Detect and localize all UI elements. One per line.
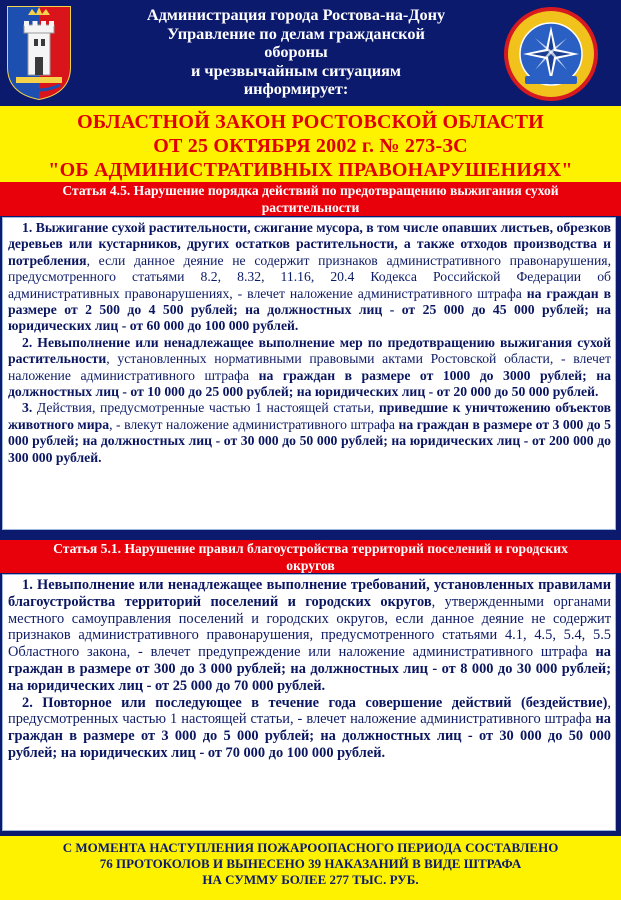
rostov-coat-of-arms-icon bbox=[6, 5, 72, 101]
part-3-text-1: Действия, предусмотренные частью 1 настоящей статьи, bbox=[32, 400, 379, 416]
part-3-fines: на граждан в размере от 3 000 до 5 000 рублей; на должностных лиц - от 30 000 до 50 000 рублей; на юридических лиц - от 200 000 до 300 000 рублей. bbox=[8, 416, 611, 465]
part-2-fines: на граждан в размере от 1000 до 3000 рублей; на должностных лиц - от 10 000 до 25 000 рублей; на юридических лиц - от 20 000 до 50 000 рублей. bbox=[8, 367, 611, 400]
article-5-1-title bbox=[0, 540, 621, 573]
article-4-5-title-line-1: Статья 4.5. Нарушение порядка действий по предотвращению выжигания сухой bbox=[62, 183, 559, 198]
header-line-4: и чрезвычайным ситуациям bbox=[190, 60, 402, 80]
part-2-text: , предусмотренных частью 1 настоящей статьи, - влечет наложение административного штрафа bbox=[8, 694, 611, 728]
part-1-fines: на граждан в размере от 300 до 3 000 рублей; на должностных лиц - от 8 000 до 30 000 рублей; на юридических лиц - от 25 000 до 70 000 рублей. bbox=[8, 644, 611, 694]
part-2-text: , установленных нормативными правовыми актами Ростовской области, - влечет наложение административного штрафа bbox=[8, 351, 611, 383]
statistics-banner bbox=[0, 836, 621, 900]
article-5-1-body bbox=[2, 574, 616, 831]
article-5-1-part-2 bbox=[8, 695, 611, 762]
article-4-5-part-3 bbox=[8, 400, 611, 466]
article-4-5-title-line-2: растительности bbox=[261, 199, 360, 215]
law-title-line-2: ОТ 25 ОКТЯБРЯ 2002 г. № 273-ЗС bbox=[153, 135, 468, 157]
part-3-lead: приведшие к уничтожению объектов животного мира bbox=[8, 400, 611, 432]
part-1-fines: на граждан в размере от 2 500 до 4 500 рублей; на должностных лиц - от 25 000 до 45 000 рублей; на юридических лиц - от 60 000 до 100 000 рублей. bbox=[8, 285, 611, 334]
header-title bbox=[110, 6, 482, 99]
article-5-1-part-1 bbox=[8, 577, 611, 695]
header-line-1: Администрация города Ростова-на-Дону bbox=[146, 5, 446, 24]
header bbox=[0, 0, 621, 106]
part-3-text-2: , - влекут наложение административного штрафа bbox=[109, 416, 399, 432]
part-1-lead: 1. Выжигание сухой растительности, сжигание мусора, в том числе опавших листьев, обрезков деревьев или кустарников, других остатков растительности, а также отходов производства и потребления bbox=[8, 220, 611, 268]
article-4-5-part-1 bbox=[8, 220, 611, 335]
article-5-1-title-line-2: округов bbox=[286, 557, 335, 573]
banner-line-1: С МОМЕНТА НАСТУПЛЕНИЯ ПОЖАРООПАСНОГО ПЕРИОДА СОСТАВЛЕНО bbox=[62, 840, 559, 855]
part-2-fines: на граждан в размере от 3 000 до 5 000 рублей; на должностных лиц - от 30 000 до 50 000 рублей; на юридических лиц - от 70 000 до 100 000 рублей. bbox=[8, 711, 611, 761]
part-1-text: , утвержденными органами местного самоуправления поселений и городских округов, если данное деяние не содержит признаков административного правонарушения, предусмотренного статьями 4.1, 4.5, 5.4, 5.5 Областного закона, - влечет предупреждение или наложение административного штрафа bbox=[8, 593, 611, 661]
article-4-5-part-2 bbox=[8, 335, 611, 401]
banner-line-2: 76 ПРОТОКОЛОВ И ВЫНЕСЕНО 39 НАКАЗАНИЙ В ВИДЕ ШТРАФА bbox=[99, 856, 522, 871]
part-2-lead: 2. Повторное или последующее в течение года совершение действий (бездействие) bbox=[22, 694, 608, 711]
part-2-lead: 2. Невыполнение или ненадлежащее выполнение мер по предотвращению выжигания сухой растительности bbox=[8, 334, 611, 367]
article-5-1-title-line-1: Статья 5.1. Нарушение правил благоустройства территорий поселений и городских bbox=[53, 541, 568, 556]
article-4-5-body bbox=[2, 217, 616, 530]
law-title-line-1: ОБЛАСТНОЙ ЗАКОН РОСТОВСКОЙ ОБЛАСТИ bbox=[77, 111, 544, 133]
emergency-service-emblem-icon bbox=[489, 4, 613, 104]
article-4-5-title bbox=[0, 182, 621, 216]
header-line-5: информирует: bbox=[243, 79, 349, 99]
header-line-3: обороны bbox=[264, 42, 328, 62]
banner-line-3: НА СУММУ БОЛЕЕ 277 ТЫС. РУБ. bbox=[202, 872, 419, 887]
law-title-block bbox=[0, 106, 621, 182]
part-3-number: 3. bbox=[22, 400, 33, 416]
part-1-lead: 1. Невыполнение или ненадлежащее выполнение требований, установленных правилами благоустройства территорий поселений и городских округов bbox=[8, 577, 611, 610]
part-1-text: , если данное деяние не содержит признаков административного правонарушения, предусмотренного статьями 8.2, 8.32, 11.16, 20.4 Кодекса Российской Федерации об административных правонарушениях, - влечет наложение административного штрафа bbox=[8, 252, 611, 301]
law-title-line-3: "ОБ АДМИНИСТРАТИВНЫХ ПРАВОНАРУШЕНИЯХ" bbox=[48, 159, 573, 181]
header-line-2: Управление по делам гражданской bbox=[167, 23, 425, 43]
